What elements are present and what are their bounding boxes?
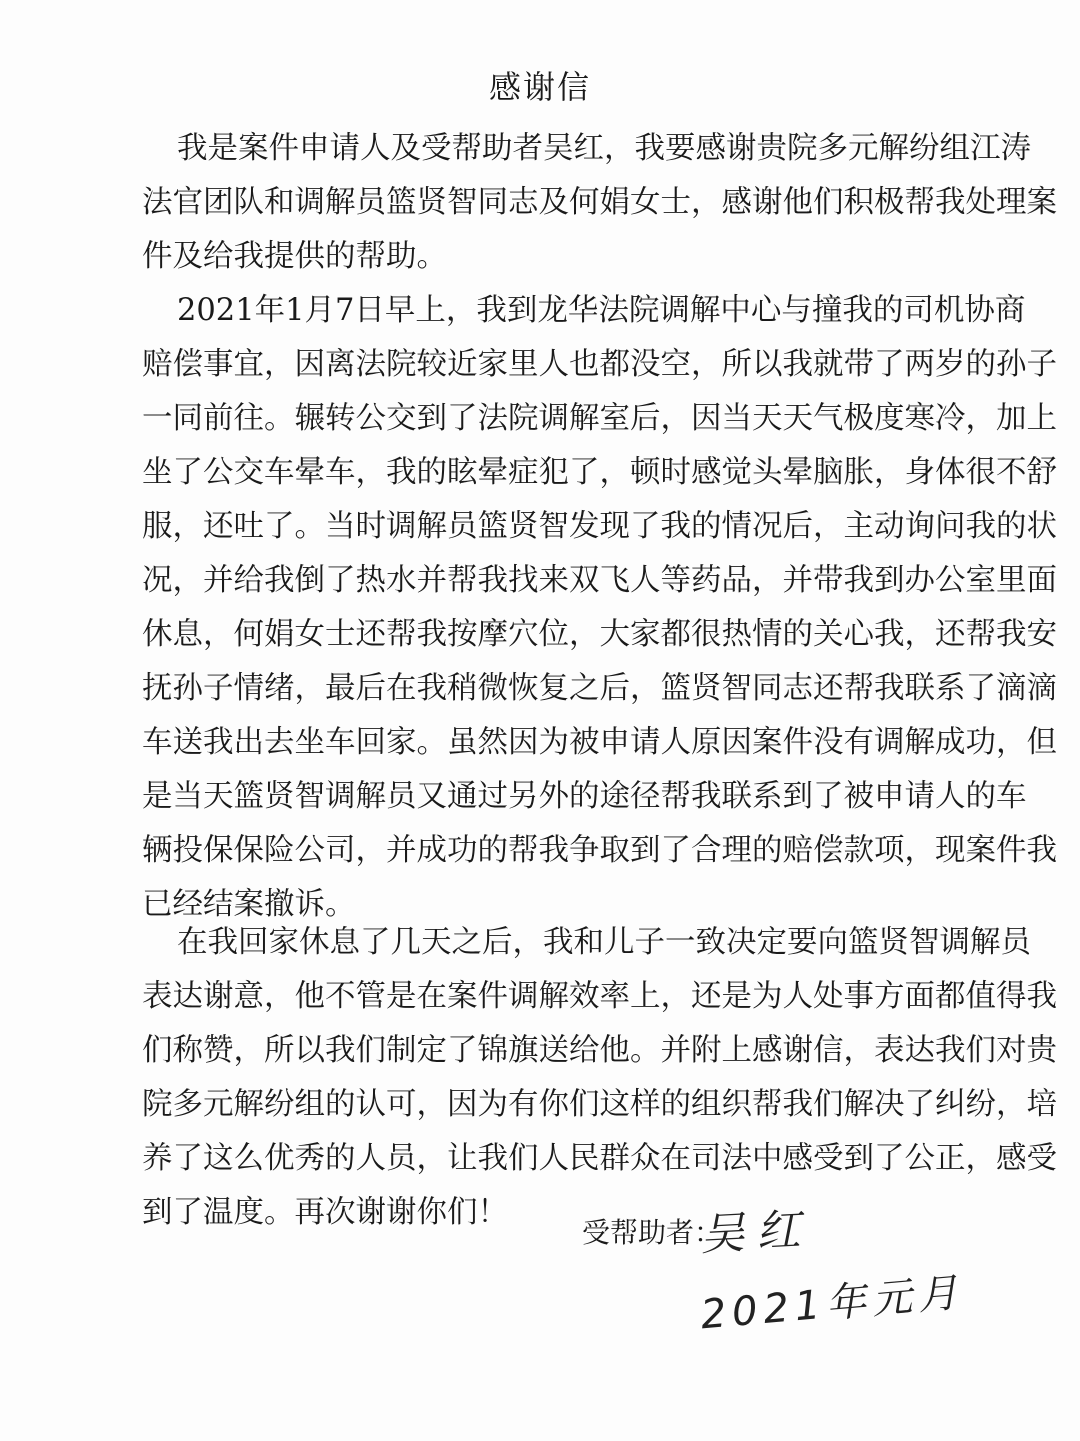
paragraph-3 [142,916,1057,1240]
paragraph-1 [142,122,1057,284]
paragraph-line: 辆投保保险公司，并成功的帮我争取到了合理的赔偿款项，现案件我 [142,833,1057,868]
paragraph-line: 养了这么优秀的人员，让我们人民群众在司法中感受到了公正，感受 [142,1141,1057,1176]
paragraph-line: 在我回家休息了几天之后，我和儿子一致决定要向篮贤智调解员 [177,925,1031,960]
paragraph-line: 法官团队和调解员篮贤智同志及何娟女士，感谢他们积极帮我处理案 [142,185,1057,220]
paragraph-line: 我是案件申请人及受帮助者吴红，我要感谢贵院多元解纷组江涛 [177,131,1031,166]
paragraph-line: 抚孙子情绪，最后在我稍微恢复之后，篮贤智同志还帮我联系了滴滴 [142,671,1057,706]
paragraph-line: 休息，何娟女士还帮我按摩穴位，大家都很热情的关心我，还帮我安 [142,617,1057,652]
handwritten-signature-date: 2021年元月 [698,1269,966,1339]
paragraph-line: 况，并给我倒了热水并帮我找来双飞人等药品，并带我到办公室里面 [142,563,1057,598]
paragraph-line: 是当天篮贤智调解员又通过另外的途径帮我联系到了被申请人的车 [142,779,1027,814]
paragraph-line: 院多元解纷组的认可，因为有你们这样的组织帮我们解决了纠纷，培 [142,1087,1057,1122]
handwritten-signature-name: 吴红 [698,1204,814,1261]
paragraph-line: 们称赞，所以我们制定了锦旗送给他。并附上感谢信，表达我们对贵 [142,1033,1057,1068]
paragraph-line: 赔偿事宜，因离法院较近家里人也都没空，所以我就带了两岁的孙子 [142,347,1057,382]
paragraph-line: 2021年1月7日早上，我到龙华法院调解中心与撞我的司机协商 [177,293,1026,328]
paragraph-line: 车送我出去坐车回家。虽然因为被申请人原因案件没有调解成功，但 [142,725,1057,760]
signature-label: 受帮助者： [582,1216,723,1249]
paragraph-2 [142,284,1057,932]
paragraph-line: 件及给我提供的帮助。 [142,239,447,274]
paragraph-line: 表达谢意，他不管是在案件调解效率上，还是为人处事方面都值得我 [142,979,1057,1014]
paragraph-line: 一同前往。辗转公交到了法院调解室后，因当天天气极度寒冷，加上 [142,401,1057,436]
letter-title: 感谢信 [488,68,591,106]
paragraph-line: 已经结案撤诉。 [142,887,356,922]
paragraph-line: 坐了公交车晕车，我的眩晕症犯了，顿时感觉头晕脑胀，身体很不舒 [142,455,1057,490]
paragraph-line: 服，还吐了。当时调解员篮贤智发现了我的情况后，主动询问我的状 [142,509,1057,544]
paragraph-line: 到了温度。再次谢谢你们！ [142,1195,508,1230]
